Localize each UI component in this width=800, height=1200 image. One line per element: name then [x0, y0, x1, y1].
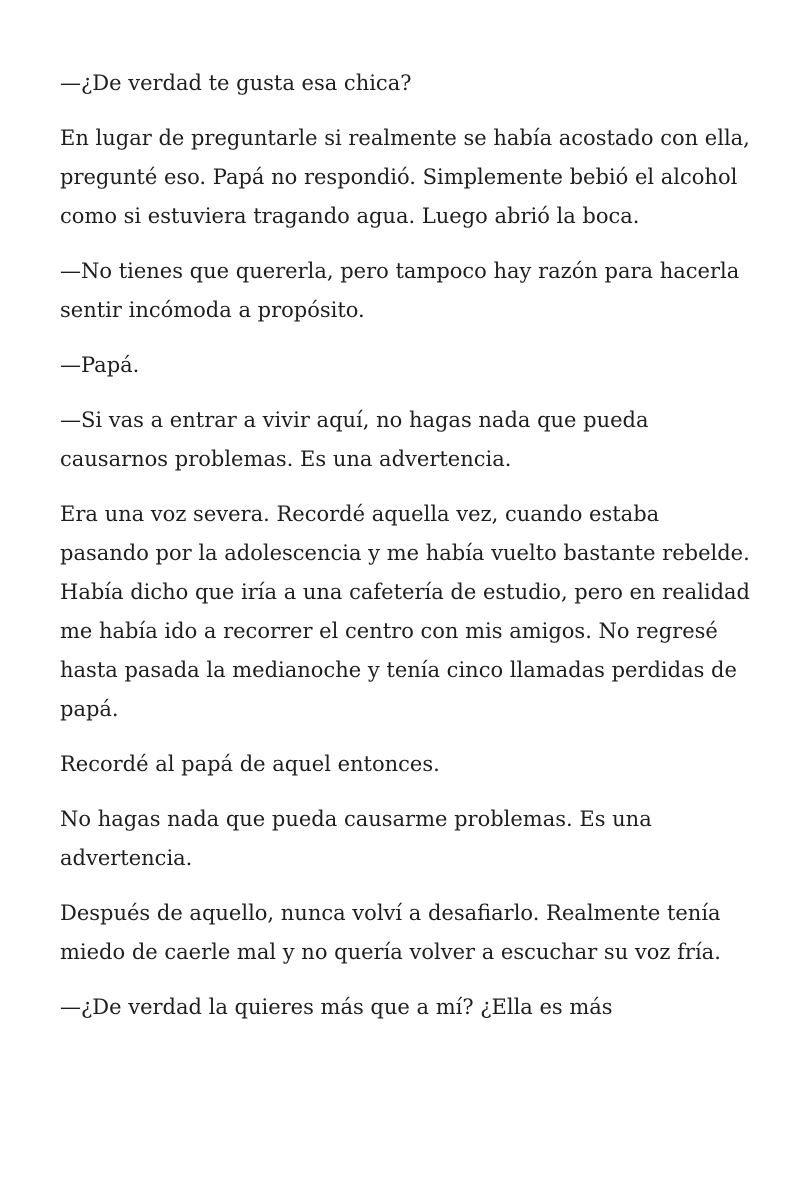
paragraph: —¿De verdad te gusta esa chica?	[60, 71, 412, 95]
paragraph: Era una voz severa. Recordé aquella vez, cuando estaba pasando por la adolescencia y me había vuelto bastante rebelde. Había dicho que iría a una cafetería de estudio, pero en realidad me había ido a recorrer el centro con mis amigos. No regresé hasta pasada la medianoche y tenía cinco llamadas perdidas de papá.	[60, 502, 750, 721]
paragraph: —No tienes que quererla, pero tampoco hay razón para hacerla sentir incómoda a propósito.	[60, 259, 740, 322]
paragraph: En lugar de preguntarle si realmente se había acostado con ella, pregunté eso. Papá no respondió. Simplemente bebió el alcohol como si estuviera tragando agua. Luego abrió la boca.	[60, 126, 750, 228]
paragraph: —Papá.	[60, 353, 140, 377]
reading-page	[60, 64, 750, 1043]
paragraph: —¿De verdad la quieres más que a mí? ¿Ella es más	[60, 995, 613, 1019]
paragraph: No hagas nada que pueda causarme problemas. Es una advertencia.	[60, 807, 652, 870]
paragraph: Después de aquello, nunca volví a desafiarlo. Realmente tenía miedo de caerle mal y no quería volver a escuchar su voz fría.	[60, 901, 721, 964]
paragraph: —Si vas a entrar a vivir aquí, no hagas nada que pueda causarnos problemas. Es una advertencia.	[60, 408, 649, 471]
paragraph: Recordé al papá de aquel entonces.	[60, 752, 440, 776]
